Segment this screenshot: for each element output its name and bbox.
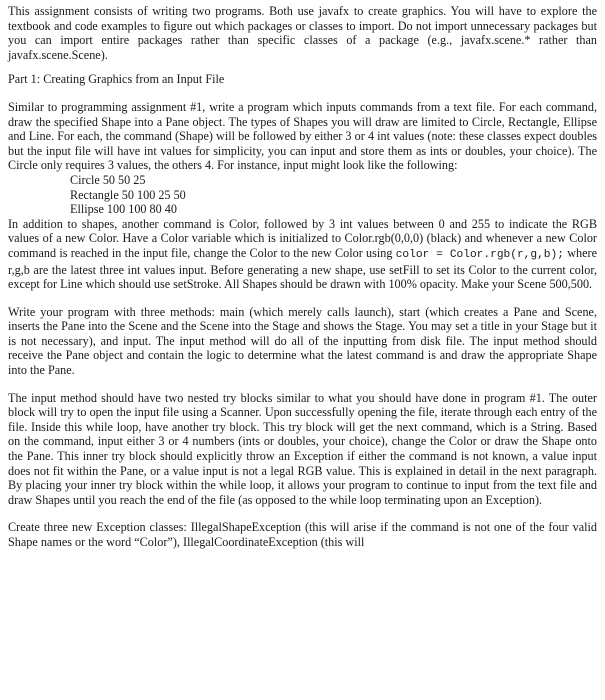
paragraph-methods: Write your program with three methods: main (which merely calls launch), start (which creates a Pane and Scene, inserts the Pane into the Scene and the Scene into the Stage and shows the Stage. You may set a title in your Stage but it is not necessary), and input. The input method will do all of the inputting from disk file. The input method should receive the Pane object and contain the logic to determine what the latest command is and draw the appropriate Shape into the Pane. (8, 304, 597, 378)
sample-line-ellipse: Ellipse 100 100 80 40 (70, 202, 177, 217)
sample-line-circle: Circle 50 50 25 (70, 172, 146, 187)
color-text-before: In addition to shapes, another command is Color, followed by 3 int values between 0 and 255 to indicate the RGB values of a new Color. Have a Color variable which is initialized to Color.rgb(0,0,0) (black) and whenever a new Color command is reached in the input file, change the Color to the new Color using (8, 216, 597, 260)
paragraph-shapes: Similar to programming assignment #1, write a program which inputs commands from a text file. For each command, draw the specified Shape into a Pane object. The types of Shapes you will draw are limited to Circle, Rectangle, Ellipse and Line. For each, the command (Shape) will be followed by either 3 or 4 int values (note: these classes expect doubles but the input file will have int values for simplicity, you can input and store them as ints or doubles, your choice). The Circle only requires 3 values, the others 4. For instance, input might look like the following: (8, 99, 597, 173)
paragraph-exceptions: Create three new Exception classes: IllegalShapeException (this will arise if the command is not one of the four valid Shape names or the word “Color”), IllegalCoordinateException (this will (8, 520, 597, 549)
paragraph-color (8, 217, 597, 292)
paragraph-try-blocks: The input method should have two nested try blocks similar to what you should have done in program #1. The outer block will try to open the input file using a Scanner. Upon successfully opening the file, iterate through each entry of the file. Inside this while loop, have another try block. This try block will get the next command, which is a String. Based on the command, input either 3 or 4 numbers (ints or doubles, your choice), change the Color or draw the Shape onto the Pane. This inner try block should explicitly throw an Exception if either the command is not known, a value input does not fit within the Pane, or a value input is not a legal RGB value. This is explained in detail in the next paragraph. By placing your inner try block within the while loop, it allows your program to continue to input from the text file and draw Shapes until you reach the end of the file (as opposed to the while loop terminating upon an Exception). (8, 390, 597, 507)
color-code-snippet: color = Color.rgb(r,g,b); (395, 248, 564, 261)
sample-line-rectangle: Rectangle 50 100 25 50 (70, 187, 186, 202)
sample-input-block (70, 173, 597, 217)
part1-heading: Part 1: Creating Graphics from an Input File (8, 72, 225, 87)
color-text-after: where r,g,b are the latest three int values input. Before generating a new shape, use setFill to set its Color to the current color, except for Line which should use setStroke. All Shapes should be drawn with 100% opacity. Make your Scene 500,500. (8, 245, 597, 292)
intro-paragraph: This assignment consists of writing two programs. Both use javafx to create graphics. You will have to explore the textbook and code examples to figure out which packages or classes to import. Do not import unnecessary packages but you can import entire packages rather than specific classes of a package (e.g., javafx.scene.* rather than javafx.scene.Scene). (8, 4, 597, 62)
